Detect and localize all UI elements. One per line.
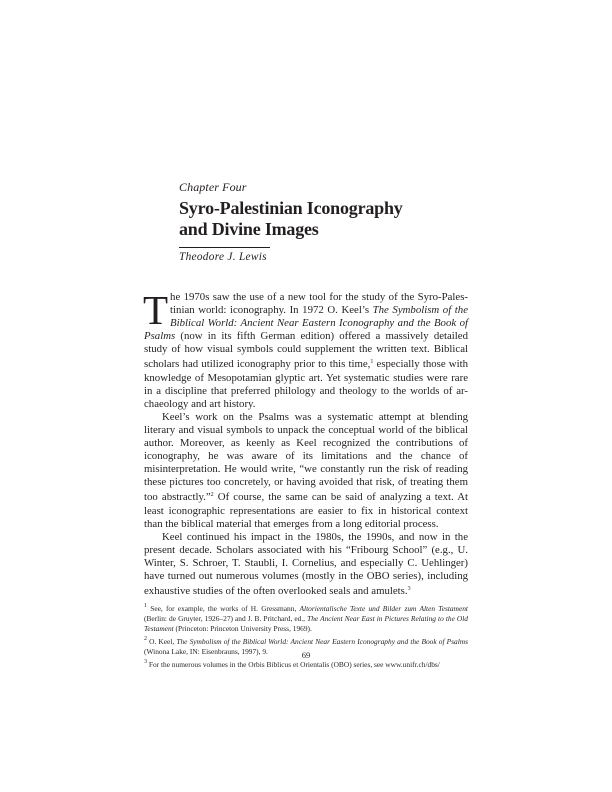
footnote-1-text-c: (Princeton: Princeton University Press, 1969). xyxy=(173,624,312,633)
paragraph-2 xyxy=(144,411,468,531)
keel-book-title: The Symbolism of the Biblical World: Ancient Near Eastern Iconography and the Book of Psalms xyxy=(144,304,468,343)
footnote-2-title: The Symbolism of the Biblical World: Ancient Near Eastern Iconography and the Book of Psalms xyxy=(176,637,468,646)
paragraph-1-text-b: (now in its fifth German edition) offered a massively detailed study of how visual symbols could supplement the written text. Biblical scholars had utilized iconography prior to this time, xyxy=(144,330,468,371)
chapter-author: Theodore J. Lewis xyxy=(179,251,267,263)
title-divider xyxy=(179,247,270,248)
paragraph-2-text-a: Keel’s work on the Psalms was a systematic attempt at blending literary and visual symbols to unpack the conceptual world of the biblical author. Moreover, as keenly as Keel recognized the contributions of iconography, he was aware of its limitations and the chance of misinterpretation. He would write, “we constantly run the risk of reading these pictures too concretely, or having avoided that risk, of treating them too abstractly.” xyxy=(144,410,468,504)
footnote-1-title-a: Altorientalische Texte und Bilder zum Alten Testament xyxy=(299,604,468,613)
footnote-1-mark: 1 xyxy=(144,603,147,609)
footnote-3-mark: 3 xyxy=(144,659,147,665)
chapter-title-line-1: Syro-Palestinian Iconography xyxy=(179,198,403,218)
footnote-2-text-b: (Winona Lake, IN: Eisenbrauns, 1997), 9. xyxy=(144,647,268,656)
footnote-1-text-a: See, for example, the works of H. Gressmann, xyxy=(147,604,300,613)
paragraph-3 xyxy=(144,531,468,598)
paragraph-1 xyxy=(143,287,469,411)
footnote-ref-1[interactable]: 1 xyxy=(370,359,374,366)
chapter-label: Chapter Four xyxy=(179,180,247,194)
chapter-title-line-2: and Divine Images xyxy=(179,219,319,239)
body-text xyxy=(143,287,469,598)
footnote-1 xyxy=(144,601,468,634)
footnote-1-text-b: (Berlin: de Gruyter, 1926–27) and J. B. Pritchard, ed., xyxy=(144,614,308,623)
footnote-ref-2[interactable]: 2 xyxy=(210,492,214,499)
paragraph-2-text-b: Of course, the same can be said of analyzing a text. At least iconographic representations are easier to fix in historical context than the biblical material that emerges from a long editorial process. xyxy=(144,491,468,530)
footnote-ref-3[interactable]: 3 xyxy=(407,586,411,593)
paragraph-1-text-a: he 1970s saw the use of a new tool for the study of the Syro-Pales- tinian world: iconography. In 1972 O. Keel’s xyxy=(170,291,468,317)
paragraph-3-text: Keel continued his impact in the 1980s, the 1990s, and now in the present decade. Scholars associated with his “Fribourg School” (e.g., U. Winter, S. Schroer, T. Staubli, I. Cornelius, and especially C. Uehlinger) have turned out numerous volumes (mostly in the OBO series), including exhaustive studies of the often overlooked seals and amulets. xyxy=(144,530,468,598)
drop-cap: T xyxy=(143,287,169,333)
footnote-2-text-a: O. Keel, xyxy=(147,637,177,646)
chapter-title xyxy=(179,198,479,240)
footnote-2-mark: 2 xyxy=(144,636,147,642)
paragraph-1-text-c: especially those with knowledge of Mesopotamian glyptic art. Yet systematic studies were rare in a discipline that preferred philology and theology to the worlds of ar- chaeology and art history. xyxy=(144,358,469,410)
footnote-1-title-b: The Ancient Near East in Pictures Relating to the Old Testament xyxy=(144,614,468,633)
page-number: 69 xyxy=(301,650,311,660)
footnote-3-text: For the numerous volumes in the Orbis Biblicus et Orientalis (OBO) series, see www.unifr.ch/dbs/ xyxy=(147,660,440,669)
